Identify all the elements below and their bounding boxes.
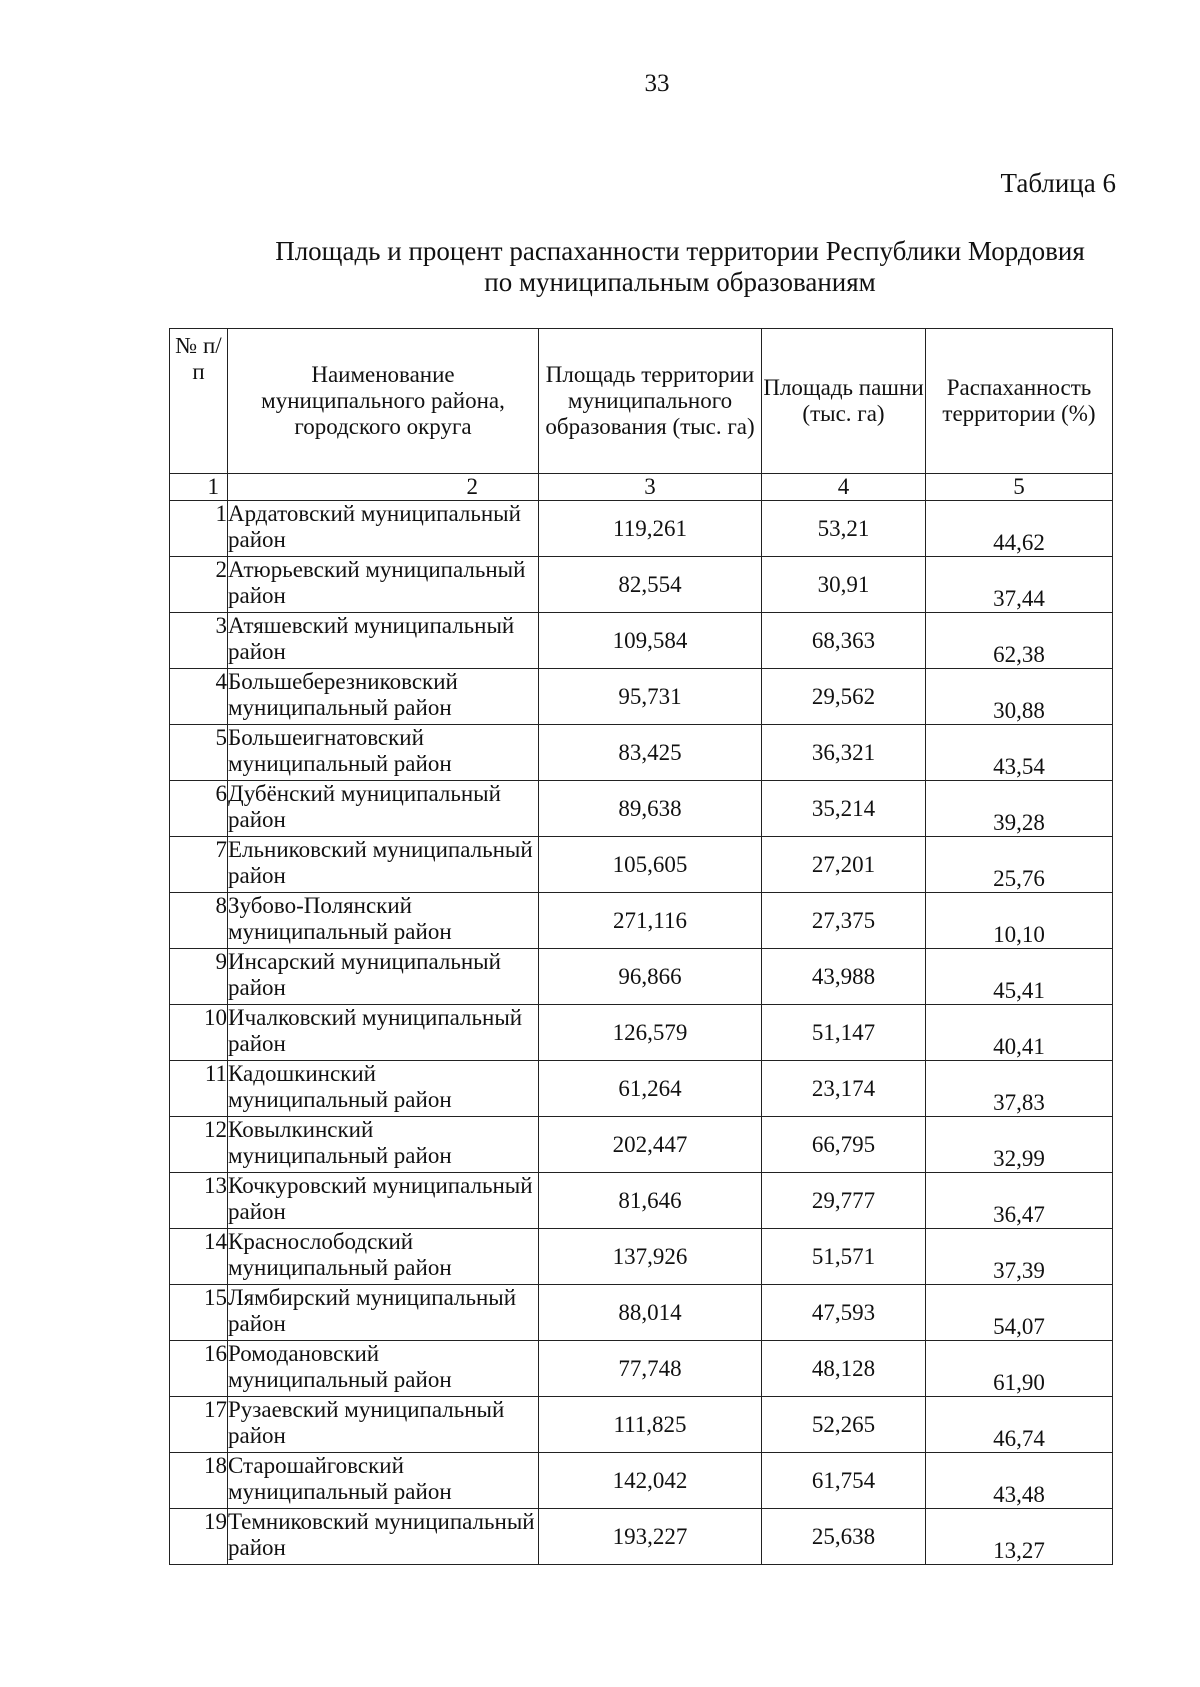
territory-area: 119,261 [539, 501, 762, 557]
district-name: Ардатовский муниципальный район [228, 501, 539, 557]
row-number: 13 [170, 1173, 228, 1229]
row-number: 17 [170, 1397, 228, 1453]
column-number-row [170, 474, 1113, 501]
row-number: 19 [170, 1509, 228, 1565]
territory-area: 142,042 [539, 1453, 762, 1509]
plowed-share: 45,41 [926, 949, 1113, 1005]
district-name: Лямбирский муниципальный район [228, 1285, 539, 1341]
arable-area: 35,214 [762, 781, 926, 837]
territory-area: 126,579 [539, 1005, 762, 1061]
district-name: Ельниковский муниципальный район [228, 837, 539, 893]
territory-area: 202,447 [539, 1117, 762, 1173]
territory-area: 111,825 [539, 1397, 762, 1453]
territory-area: 137,926 [539, 1229, 762, 1285]
row-number: 9 [170, 949, 228, 1005]
territory-area: 61,264 [539, 1061, 762, 1117]
row-number: 11 [170, 1061, 228, 1117]
arable-area: 66,795 [762, 1117, 926, 1173]
plowed-share: 43,54 [926, 725, 1113, 781]
row-number: 16 [170, 1341, 228, 1397]
arable-area: 23,174 [762, 1061, 926, 1117]
document-title [230, 236, 1130, 298]
table-row [170, 501, 1113, 557]
header-district-name: Наименование муниципального района, городского округа [228, 329, 539, 474]
arable-area: 53,21 [762, 501, 926, 557]
table-row [170, 725, 1113, 781]
district-name: Атюрьевский муниципальный район [228, 557, 539, 613]
table-row [170, 781, 1113, 837]
district-name: Большеберезниковский муниципальный район [228, 669, 539, 725]
table-row [170, 837, 1113, 893]
territory-area: 82,554 [539, 557, 762, 613]
plowed-share: 44,62 [926, 501, 1113, 557]
plowed-share: 39,28 [926, 781, 1113, 837]
header-territory-area: Площадь территории муниципального образования (тыс. га) [539, 329, 762, 474]
land-area-table [169, 328, 1113, 1565]
plowed-share: 37,83 [926, 1061, 1113, 1117]
row-number: 7 [170, 837, 228, 893]
territory-area: 81,646 [539, 1173, 762, 1229]
arable-area: 29,562 [762, 669, 926, 725]
row-number: 2 [170, 557, 228, 613]
table-row [170, 1397, 1113, 1453]
row-number: 15 [170, 1285, 228, 1341]
arable-area: 51,571 [762, 1229, 926, 1285]
table-row [170, 1341, 1113, 1397]
district-name: Кочкуровский муниципальный район [228, 1173, 539, 1229]
district-name: Большеигнатовский муниципальный район [228, 725, 539, 781]
district-name: Зубово-Полянский муниципальный район [228, 893, 539, 949]
territory-area: 89,638 [539, 781, 762, 837]
arable-area: 52,265 [762, 1397, 926, 1453]
row-number: 6 [170, 781, 228, 837]
plowed-share: 46,74 [926, 1397, 1113, 1453]
arable-area: 30,91 [762, 557, 926, 613]
table-row [170, 1453, 1113, 1509]
district-name: Темниковский муниципальный район [228, 1509, 539, 1565]
plowed-share: 32,99 [926, 1117, 1113, 1173]
table-row [170, 669, 1113, 725]
plowed-share: 43,48 [926, 1453, 1113, 1509]
district-name: Ковылкинский муниципальный район [228, 1117, 539, 1173]
arable-area: 27,375 [762, 893, 926, 949]
territory-area: 193,227 [539, 1509, 762, 1565]
row-number: 14 [170, 1229, 228, 1285]
arable-area: 43,988 [762, 949, 926, 1005]
arable-area: 47,593 [762, 1285, 926, 1341]
plowed-share: 30,88 [926, 669, 1113, 725]
document-title-line-2: по муниципальным образованиям [484, 267, 876, 297]
arable-area: 27,201 [762, 837, 926, 893]
column-number-2: 2 [228, 474, 539, 501]
plowed-share: 37,44 [926, 557, 1113, 613]
arable-area: 51,147 [762, 1005, 926, 1061]
plowed-share: 36,47 [926, 1173, 1113, 1229]
territory-area: 95,731 [539, 669, 762, 725]
header-plowed-share: Распаханность территории (%) [926, 329, 1113, 474]
territory-area: 105,605 [539, 837, 762, 893]
table-row [170, 949, 1113, 1005]
plowed-share: 10,10 [926, 893, 1113, 949]
table-row [170, 1117, 1113, 1173]
territory-area: 83,425 [539, 725, 762, 781]
header-number: № п/п [170, 329, 228, 474]
table-header-row [170, 329, 1113, 474]
arable-area: 68,363 [762, 613, 926, 669]
district-name: Старошайговский муниципальный район [228, 1453, 539, 1509]
plowed-share: 25,76 [926, 837, 1113, 893]
column-number-1: 1 [170, 474, 228, 501]
row-number: 10 [170, 1005, 228, 1061]
column-number-4: 4 [762, 474, 926, 501]
plowed-share: 62,38 [926, 613, 1113, 669]
column-number-5: 5 [926, 474, 1113, 501]
plowed-share: 37,39 [926, 1229, 1113, 1285]
plowed-share: 54,07 [926, 1285, 1113, 1341]
row-number: 4 [170, 669, 228, 725]
page-number: 33 [644, 70, 670, 97]
row-number: 18 [170, 1453, 228, 1509]
territory-area: 77,748 [539, 1341, 762, 1397]
table-row [170, 1229, 1113, 1285]
arable-area: 25,638 [762, 1509, 926, 1565]
document-title-line-1: Площадь и процент распаханности территории Республики Мордовия [275, 236, 1085, 266]
plowed-share: 40,41 [926, 1005, 1113, 1061]
row-number: 3 [170, 613, 228, 669]
row-number: 8 [170, 893, 228, 949]
header-arable-area: Площадь пашни (тыс. га) [762, 329, 926, 474]
district-name: Краснослободский муниципальный район [228, 1229, 539, 1285]
territory-area: 271,116 [539, 893, 762, 949]
table-row [170, 557, 1113, 613]
table-row [170, 613, 1113, 669]
column-number-3: 3 [539, 474, 762, 501]
arable-area: 29,777 [762, 1173, 926, 1229]
table-row [170, 1285, 1113, 1341]
district-name: Ичалковский муниципальный район [228, 1005, 539, 1061]
table-body [170, 501, 1113, 1565]
plowed-share: 61,90 [926, 1341, 1113, 1397]
district-name: Кадошкинский муниципальный район [228, 1061, 539, 1117]
table-row [170, 1061, 1113, 1117]
territory-area: 88,014 [539, 1285, 762, 1341]
table-label: Таблица 6 [1000, 168, 1116, 198]
table-row [170, 1005, 1113, 1061]
row-number: 5 [170, 725, 228, 781]
district-name: Атяшевский муниципальный район [228, 613, 539, 669]
district-name: Рузаевский муниципальный район [228, 1397, 539, 1453]
plowed-share: 13,27 [926, 1509, 1113, 1565]
arable-area: 48,128 [762, 1341, 926, 1397]
table-row [170, 1173, 1113, 1229]
row-number: 1 [170, 501, 228, 557]
district-name: Ромодановский муниципальный район [228, 1341, 539, 1397]
arable-area: 36,321 [762, 725, 926, 781]
territory-area: 109,584 [539, 613, 762, 669]
table-row [170, 1509, 1113, 1565]
arable-area: 61,754 [762, 1453, 926, 1509]
row-number: 12 [170, 1117, 228, 1173]
district-name: Инсарский муниципальный район [228, 949, 539, 1005]
territory-area: 96,866 [539, 949, 762, 1005]
district-name: Дубёнский муниципальный район [228, 781, 539, 837]
table-row [170, 893, 1113, 949]
